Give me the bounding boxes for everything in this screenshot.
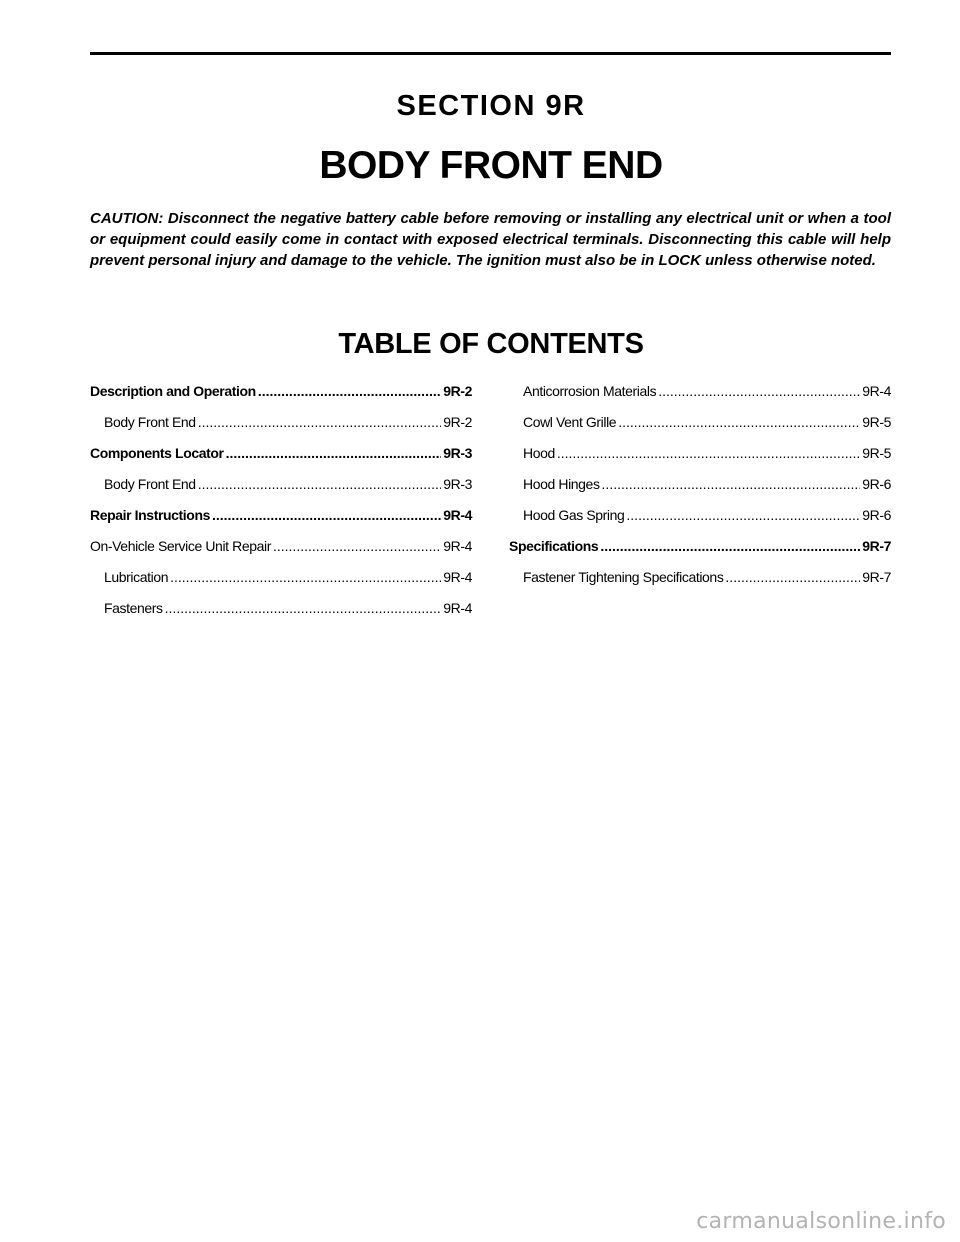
- toc-entry-page: 9R-4: [862, 383, 891, 399]
- toc-entry-label: Components Locator: [90, 445, 224, 461]
- toc-entry-anticorrosion-materials[interactable]: [509, 383, 891, 414]
- dot-leader: [258, 383, 441, 399]
- toc-entry-hood-gas-spring[interactable]: [509, 507, 891, 538]
- toc-entry-page: 9R-3: [443, 445, 472, 461]
- dot-leader: [198, 414, 442, 430]
- toc-entry-specifications[interactable]: [509, 538, 891, 569]
- toc-entry-fasteners[interactable]: [90, 600, 472, 631]
- dot-leader: [602, 476, 861, 492]
- dot-leader: [725, 569, 860, 585]
- dot-leader: [198, 476, 442, 492]
- toc-left-column: [90, 383, 472, 631]
- toc-entry-body-front-end[interactable]: [90, 414, 472, 445]
- dot-leader: [212, 507, 441, 523]
- toc-entry-label: Description and Operation: [90, 383, 256, 399]
- toc-entry-label: Hood: [523, 445, 555, 461]
- toc-entry-page: 9R-6: [862, 476, 891, 492]
- toc-entry-repair-instructions[interactable]: [90, 507, 472, 538]
- toc-right-column: [509, 383, 891, 600]
- toc-entry-page: 9R-2: [443, 414, 472, 430]
- toc-entry-body-front-end-locator[interactable]: [90, 476, 472, 507]
- dot-leader: [273, 538, 441, 554]
- toc-entry-page: 9R-7: [862, 538, 891, 554]
- toc-entry-page: 9R-4: [443, 507, 472, 523]
- section-heading: SECTION 9R: [396, 90, 586, 122]
- toc-entry-page: 9R-6: [862, 507, 891, 523]
- toc-entry-hood[interactable]: [509, 445, 891, 476]
- toc-entry-page: 9R-3: [443, 476, 472, 492]
- toc-entry-on-vehicle-service-unit-repair[interactable]: [90, 538, 472, 569]
- toc-entry-description-and-operation[interactable]: [90, 383, 472, 414]
- dot-leader: [618, 414, 860, 430]
- toc-entry-label: Cowl Vent Grille: [523, 414, 617, 430]
- toc-entry-cowl-vent-grille[interactable]: [509, 414, 891, 445]
- watermark: carmanualsonline.info: [696, 1209, 946, 1234]
- dot-leader: [557, 445, 860, 461]
- toc-entry-label: Lubrication: [104, 569, 169, 585]
- toc-entry-page: 9R-7: [862, 569, 891, 585]
- toc-entry-page: 9R-4: [443, 600, 472, 616]
- toc-entry-hood-hinges[interactable]: [509, 476, 891, 507]
- toc-entry-page: 9R-5: [862, 445, 891, 461]
- toc-entry-page: 9R-2: [443, 383, 472, 399]
- toc-entry-label: Body Front End: [104, 476, 196, 492]
- toc-entry-page: 9R-4: [443, 538, 472, 554]
- dot-leader: [658, 383, 860, 399]
- toc-entry-page: 9R-5: [862, 414, 891, 430]
- toc-entry-page: 9R-4: [443, 569, 472, 585]
- top-rule: [90, 52, 891, 55]
- dot-leader: [600, 538, 860, 554]
- toc-entry-fastener-tightening-specifications[interactable]: [509, 569, 891, 600]
- dot-leader: [226, 445, 442, 461]
- toc-entry-label: Hood Gas Spring: [523, 507, 625, 523]
- dot-leader: [626, 507, 860, 523]
- toc-entry-label: Specifications: [509, 538, 599, 554]
- dot-leader: [170, 569, 441, 585]
- toc-entry-label: Body Front End: [104, 414, 196, 430]
- toc-title: TABLE OF CONTENTS: [338, 328, 644, 360]
- page-title: BODY FRONT END: [319, 144, 663, 187]
- toc-entry-components-locator[interactable]: [90, 445, 472, 476]
- toc-entry-label: Fastener Tightening Specifications: [523, 569, 724, 585]
- toc-entry-label: Fasteners: [104, 600, 163, 616]
- dot-leader: [165, 600, 442, 616]
- toc-entry-lubrication[interactable]: [90, 569, 472, 600]
- toc-entry-label: Hood Hinges: [523, 476, 600, 492]
- toc-entry-label: On-Vehicle Service Unit Repair: [90, 538, 271, 554]
- toc-entry-label: Anticorrosion Materials: [523, 383, 657, 399]
- caution-notice: CAUTION: Disconnect the negative battery cable before removing or installing any electrical unit or when a tool or equipment could easily come in contact with exposed electrical terminals. Disconnecting this cable will help prevent personal injury and damage to the vehicle. The ignition must also be in LOCK unless otherwise noted.: [90, 210, 891, 269]
- toc-entry-label: Repair Instructions: [90, 507, 210, 523]
